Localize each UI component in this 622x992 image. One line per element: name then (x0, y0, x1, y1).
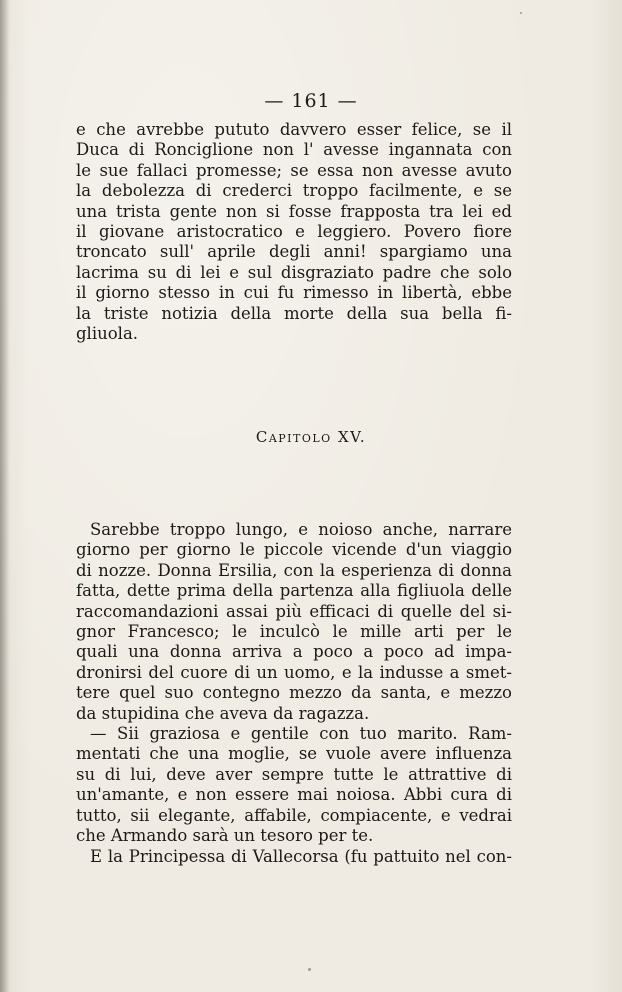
page-number: — 161 — (264, 90, 358, 112)
text-line: troncato sull' aprile degli anni! spargiamo una (76, 242, 512, 262)
text-line: gnor Francesco; le inculcò le mille arti per le (76, 622, 512, 642)
text-line: Duca di Ronciglione non l' avesse ingannata con (76, 140, 512, 160)
paper-speck (520, 12, 522, 14)
text-line: il giovane aristocratico e leggiero. Povero fiore (76, 222, 512, 242)
text-line: fatta, dette prima della partenza alla figliuola delle (76, 581, 512, 601)
paragraph-1 (76, 120, 512, 344)
text-line: tere quel suo contegno mezzo da santa, e mezzo (76, 683, 512, 703)
text-line: raccomandazioni assai più efficaci di quelle del si- (76, 601, 512, 621)
chapter-title: Capitolo XV. (255, 428, 367, 446)
paper-speck (308, 968, 311, 971)
text-line: — Sii graziosa e gentile con tuo marito. Ram- (90, 724, 512, 744)
text-line: E la Principessa di Vallecorsa (fu pattuito nel con- (90, 846, 512, 866)
text-line: un'amante, e non essere mai noiosa. Abbi cura di (76, 785, 512, 805)
text-line: quali una donna arriva a poco a poco ad impa- (76, 642, 512, 662)
text-line: giorno per giorno le piccole vicende d'un viaggio (76, 540, 512, 560)
chapter-heading (0, 428, 622, 446)
text-line: il giorno stesso in cui fu rimesso in libertà, ebbe (76, 283, 512, 303)
text-line: la triste notizia della morte della sua bella fi- (76, 303, 512, 323)
text-line: e che avrebbe pututo davvero esser felice, se il (76, 120, 512, 139)
text-line: mentati che una moglie, se vuole avere influenza (76, 744, 512, 764)
text-line: le sue fallaci promesse; se essa non avesse avuto (76, 160, 512, 180)
text-line: la debolezza di crederci troppo facilmente, e se (76, 181, 512, 201)
text-line: gliuola. (76, 324, 139, 344)
text-line: una trista gente non si fosse frapposta tra lei ed (76, 201, 512, 221)
text-line: di nozze. Donna Ersilia, con la esperienza di donna (76, 560, 512, 580)
text-line: Sarebbe troppo lungo, e noioso anche, narrare (90, 520, 512, 539)
text-line: tutto, sii elegante, affabile, compiacente, e vedrai (76, 805, 512, 825)
text-line: da stupidina che aveva da ragazza. (76, 703, 370, 723)
text-line: che Armando sarà un tesoro per te. (76, 826, 374, 846)
paragraph-2 (76, 520, 512, 867)
text-line: su di lui, deve aver sempre tutte le attrattive di (76, 764, 512, 784)
text-line: dronirsi del cuore di un uomo, e la indusse a smet- (76, 662, 512, 682)
page-binding-shadow (0, 0, 10, 992)
text-line: lacrima su di lei e sul disgraziato padre che solo (76, 262, 512, 282)
